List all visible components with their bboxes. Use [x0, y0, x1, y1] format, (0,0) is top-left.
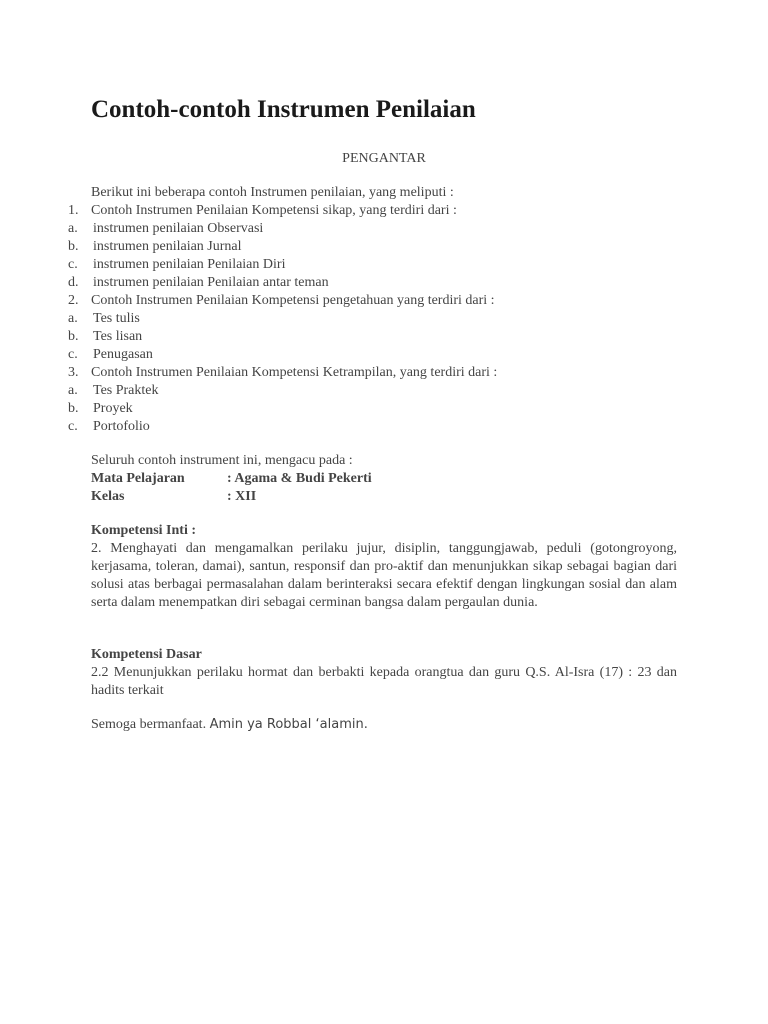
class-value: : XII — [227, 489, 257, 504]
sub-list-marker: b. — [68, 329, 79, 344]
closing-tail: Amin ya Robbal ‘alamin. — [209, 717, 368, 732]
intro-text: Berikut ini beberapa contoh Instrumen penilaian, yang meliputi : — [91, 185, 454, 200]
sub-list-marker: b. — [68, 401, 79, 416]
sub-list-item: Tes tulis — [93, 311, 140, 326]
sub-list-item: instrumen penilaian Jurnal — [93, 239, 242, 254]
page-title: Contoh-contoh Instrumen Penilaian — [91, 96, 476, 123]
closing-line — [91, 716, 368, 734]
list-marker: 1. — [68, 203, 79, 218]
closing-text: Semoga bermanfaat. — [91, 717, 210, 732]
sub-list-item: Tes lisan — [93, 329, 143, 344]
kd-heading: Kompetensi Dasar — [91, 647, 202, 662]
kd-paragraph: 2.2 Menunjukkan perilaku hormat dan berbakti kepada orangtua dan guru Q.S. Al-Isra (17) : 23 dan hadits terkait — [91, 665, 677, 698]
sub-list-item: Portofolio — [93, 419, 150, 434]
sub-list-marker: c. — [68, 347, 78, 362]
subject-label: Mata Pelajaran — [91, 471, 185, 486]
list-item: Contoh Instrumen Penilaian Kompetensi Ketrampilan, yang terdiri dari : — [91, 365, 498, 380]
sub-list-marker: d. — [68, 275, 79, 290]
sub-list-item: instrumen penilaian Penilaian antar teman — [93, 275, 329, 290]
ki-heading: Kompetensi Inti : — [91, 523, 196, 538]
reference-intro: Seluruh contoh instrument ini, mengacu pada : — [91, 453, 353, 468]
list-marker: 3. — [68, 365, 79, 380]
sub-list-marker: a. — [68, 383, 78, 398]
sub-list-marker: c. — [68, 419, 78, 434]
sub-list-item: instrumen penilaian Penilaian Diri — [93, 257, 286, 272]
sub-list-item: Proyek — [93, 401, 133, 416]
sub-list-marker: c. — [68, 257, 78, 272]
sub-list-marker: a. — [68, 221, 78, 236]
sub-list-item: Penugasan — [93, 347, 153, 362]
sub-list-item: Tes Praktek — [93, 383, 159, 398]
list-item: Contoh Instrumen Penilaian Kompetensi sikap, yang terdiri dari : — [91, 203, 457, 218]
section-heading: PENGANTAR — [342, 151, 426, 166]
sub-list-marker: a. — [68, 311, 78, 326]
sub-list-item: instrumen penilaian Observasi — [93, 221, 264, 236]
sub-list-marker: b. — [68, 239, 79, 254]
list-marker: 2. — [68, 293, 79, 308]
list-item: Contoh Instrumen Penilaian Kompetensi pengetahuan yang terdiri dari : — [91, 293, 495, 308]
ki-paragraph: 2. Menghayati dan mengamalkan perilaku jujur, disiplin, tanggungjawab, peduli (gotongroyong, kerjasama, toleran, damai), santun, responsif dan pro-aktif dan menunjukkan sikap sebagai bagian dari solusi atas berbagai permasalahan dalam berinteraksi secara efektif dengan lingkungan sosial dan alam serta dalam menempatkan diri sebagai cerminan bangsa dalam pergaulan dunia. — [91, 541, 677, 610]
class-label: Kelas — [91, 489, 125, 504]
subject-value: : Agama & Budi Pekerti — [227, 471, 372, 486]
